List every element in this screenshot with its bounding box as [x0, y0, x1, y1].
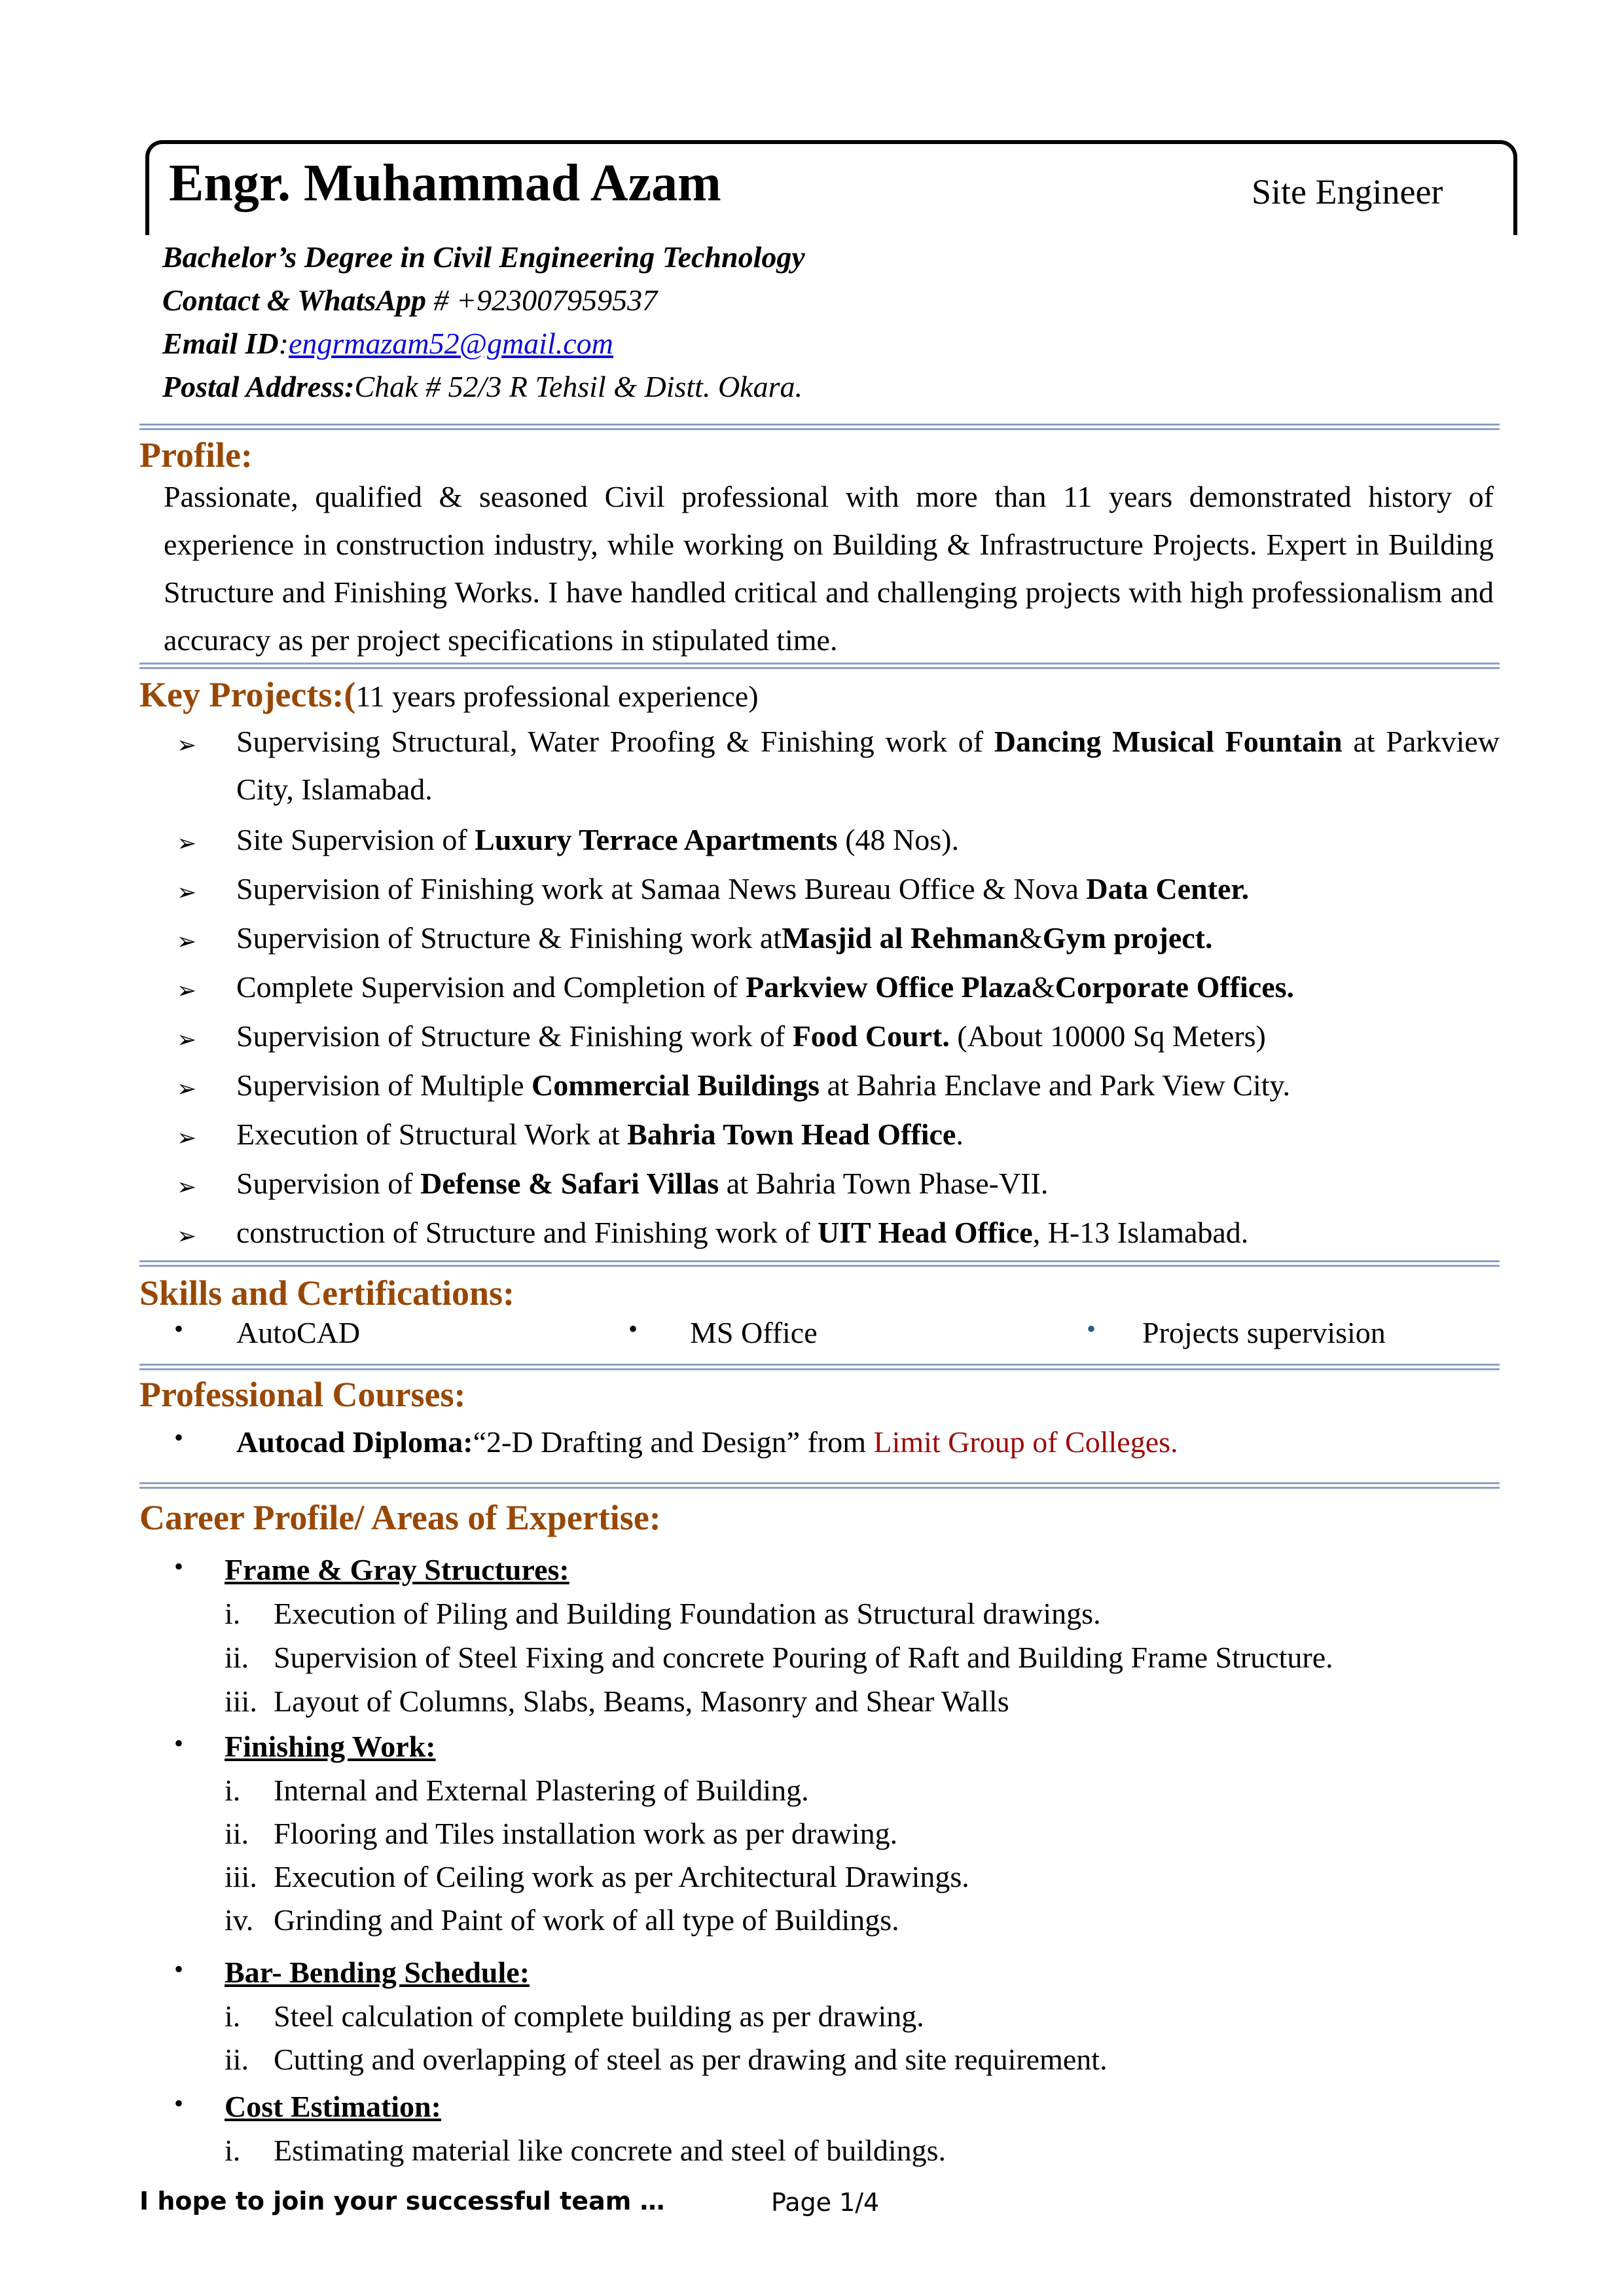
key-projects-title: Key Projects:( [139, 675, 356, 714]
project-item [236, 1012, 1500, 1060]
expertise-item: Estimating material like concrete and steel of buildings. [274, 2134, 947, 2167]
arrow-bullet-icon: ➢ [177, 732, 197, 758]
skill-item: Projects supervision [1142, 1316, 1386, 1349]
project-text: at Bahria Enclave and Park View City. [820, 1068, 1291, 1102]
list-number: iv. [225, 1903, 254, 1937]
project-text: construction of Structure and Finishing work of [236, 1216, 818, 1249]
project-text: Site Supervision of [236, 823, 475, 856]
list-number: i. [225, 2134, 241, 2167]
profile-heading: Profile: [139, 435, 253, 475]
course-item [236, 1427, 1178, 1457]
project-name: Food Court. [792, 1019, 950, 1053]
address-value: Chak # 52/3 R Tehsil & Distt. Okara. [354, 370, 803, 403]
project-text: & [1031, 970, 1055, 1004]
project-text: Complete Supervision and Completion of [236, 970, 746, 1004]
skill-item: MS Office [690, 1316, 818, 1349]
project-item [236, 816, 1500, 864]
bullet-icon: • [174, 1954, 184, 1984]
list-number: i. [225, 1597, 241, 1630]
course-text: “2-D Drafting and Design” from [473, 1425, 874, 1459]
project-item [236, 718, 1500, 813]
project-text: Execution of Structural Work at [236, 1118, 628, 1151]
key-projects-heading [139, 677, 759, 712]
section-divider [139, 663, 1500, 669]
email-line [162, 329, 613, 359]
email-label: Email ID [162, 327, 279, 360]
section-divider [139, 1482, 1500, 1489]
project-name: UIT Head Office [817, 1216, 1033, 1249]
bullet-icon: • [174, 1423, 184, 1452]
arrow-bullet-icon: ➢ [177, 1223, 197, 1249]
bullet-icon: • [174, 1552, 184, 1581]
project-item [236, 1159, 1500, 1207]
expertise-item: Cutting and overlapping of steel as per drawing and site requirement. [274, 2043, 1108, 2076]
expertise-item: Steel calculation of complete building as per drawing. [274, 1999, 924, 2033]
list-number: ii. [225, 1641, 249, 1674]
job-title: Site Engineer [1252, 172, 1443, 211]
expertise-title: Cost Estimation: [225, 2090, 441, 2123]
email-link[interactable]: engrmazam52@gmail.com [288, 327, 613, 360]
project-item [236, 865, 1500, 913]
list-number: i. [225, 1999, 241, 2033]
arrow-bullet-icon: ➢ [177, 977, 197, 1004]
contact-label: Contact & WhatsApp [162, 283, 427, 317]
expertise-item: Grinding and Paint of work of all type of Buildings. [274, 1903, 899, 1937]
list-number: ii. [225, 2043, 249, 2076]
bullet-icon: • [1087, 1314, 1096, 1343]
list-number: i. [225, 1774, 241, 1807]
project-item [236, 1209, 1500, 1256]
expertise-item: Supervision of Steel Fixing and concrete Pouring of Raft and Building Frame Structure. [274, 1641, 1333, 1674]
email-separator: : [278, 327, 289, 360]
section-divider [139, 424, 1500, 430]
project-text: , H-13 Islamabad. [1032, 1216, 1249, 1249]
degree: Bachelor’s Degree in Civil Engineering Technology [162, 240, 805, 274]
expertise-item: Flooring and Tiles installation work as per drawing. [274, 1817, 898, 1850]
project-name: Corporate Offices. [1055, 970, 1295, 1004]
project-text: Supervision of Finishing work at Samaa News Bureau Office & Nova [236, 872, 1087, 905]
project-item [236, 1061, 1500, 1109]
project-name: Gym project. [1042, 921, 1213, 955]
project-text: Supervising Structural, Water Proofing & Finishing work of [236, 725, 994, 758]
footer-slogan: I hope to join your successful team … [139, 2187, 665, 2215]
list-number: iii. [225, 1860, 257, 1893]
project-text: & [1019, 921, 1043, 955]
bullet-icon: • [174, 1728, 184, 1758]
course-label: Autocad Diploma: [236, 1425, 473, 1459]
key-projects-note: 11 years professional experience) [355, 680, 759, 713]
courses-heading: Professional Courses: [139, 1375, 466, 1414]
project-item [236, 1110, 1500, 1158]
project-text: at Bahria Town Phase-VII. [719, 1167, 1049, 1200]
list-number: iii. [225, 1685, 257, 1718]
profile-text: Passionate, qualified & seasoned Civil professional with more than 11 years demonstrated history of experience in construction industry, while working on Building & Infrastructure Projects. Expert in Building Structure and Finishing Works. I have handled critical and challenging projects with high professionalism and accuracy as per project specifications in stipulated time. [164, 480, 1494, 657]
section-divider [139, 1260, 1500, 1267]
project-text: Supervision of Multiple [236, 1068, 532, 1102]
project-text: Supervision of Structure & Finishing work at [236, 921, 782, 955]
project-name: Commercial Buildings [532, 1068, 820, 1102]
arrow-bullet-icon: ➢ [177, 1027, 197, 1053]
skills-heading: Skills and Certifications: [139, 1273, 515, 1313]
project-name: Defense & Safari Villas [420, 1167, 719, 1200]
page-number: Page 1/4 [771, 2188, 880, 2217]
project-name: Data Center. [1086, 872, 1250, 905]
project-name: Dancing Musical Fountain [994, 725, 1343, 758]
project-name: Masjid al Rehman [782, 921, 1019, 955]
project-name: Luxury Terrace Apartments [475, 823, 838, 856]
bullet-icon: • [628, 1314, 638, 1343]
contact-line [162, 285, 657, 316]
project-text: (About 10000 Sq Meters) [949, 1019, 1266, 1053]
arrow-bullet-icon: ➢ [177, 879, 197, 905]
project-name: Bahria Town Head Office [627, 1118, 956, 1151]
address-line [162, 372, 803, 402]
expertise-item: Execution of Piling and Building Foundation as Structural drawings. [274, 1597, 1101, 1630]
expertise-title: Frame & Gray Structures: [225, 1553, 569, 1586]
contact-value: # +923007959537 [426, 283, 658, 317]
expertise-item: Layout of Columns, Slabs, Beams, Masonry and Shear Walls [274, 1685, 1009, 1718]
expertise-title: Bar- Bending Schedule: [225, 1956, 530, 1989]
project-text: Supervision of [236, 1167, 421, 1200]
arrow-bullet-icon: ➢ [177, 830, 197, 856]
project-item [236, 963, 1500, 1011]
expertise-title: Finishing Work: [225, 1730, 436, 1763]
expertise-item: Internal and External Plastering of Building. [274, 1774, 809, 1807]
course-institution: Limit Group of Colleges. [873, 1425, 1178, 1459]
project-name: Parkview Office Plaza [746, 970, 1032, 1004]
project-text: (48 Nos). [837, 823, 959, 856]
bullet-icon: • [174, 1314, 184, 1343]
arrow-bullet-icon: ➢ [177, 1125, 197, 1151]
project-text: at Parkview City, Islamabad. [236, 725, 1500, 806]
career-heading: Career Profile/ Areas of Expertise: [139, 1498, 661, 1537]
project-text: Supervision of Structure & Finishing work of [236, 1019, 793, 1053]
address-label: Postal Address: [162, 370, 355, 403]
arrow-bullet-icon: ➢ [177, 1174, 197, 1200]
project-item [236, 914, 1500, 962]
expertise-item: Execution of Ceiling work as per Architectural Drawings. [274, 1860, 969, 1893]
bullet-icon: • [174, 2088, 184, 2118]
list-number: ii. [225, 1817, 249, 1850]
skill-item: AutoCAD [236, 1316, 361, 1349]
project-text: . [956, 1118, 964, 1151]
candidate-name: Engr. Muhammad Azam [169, 155, 721, 212]
arrow-bullet-icon: ➢ [177, 928, 197, 955]
arrow-bullet-icon: ➢ [177, 1076, 197, 1102]
section-divider [139, 1364, 1500, 1370]
